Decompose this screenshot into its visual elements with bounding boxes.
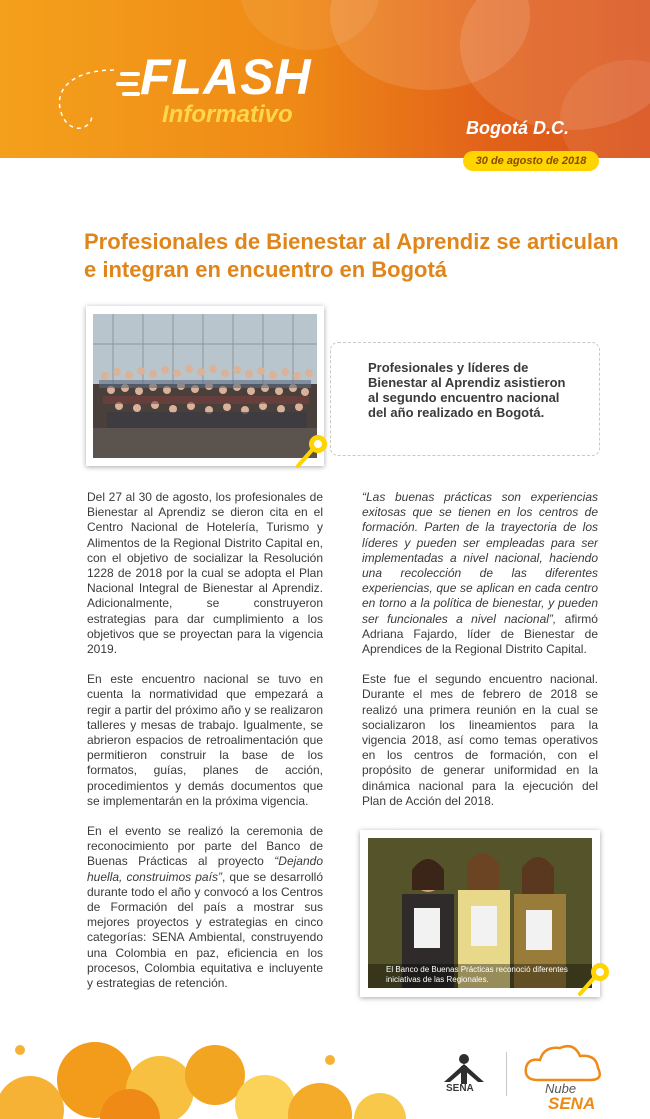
award-photo <box>368 838 592 988</box>
award-text-end: , que se desarrolló durante todo el año y convocó a los Centros de Formación del país a mostrar sus mejores proyectos y estrategias en cinco categorías: SENA Ambiental, construyendo una Colombia en paz, eficiencia en los procesos, Colombia equitativa e incluyente y estrategias de retención. <box>87 869 323 991</box>
award-photo-frame <box>360 830 600 997</box>
right-column <box>362 490 598 824</box>
date-badge: 30 de agosto de 2018 <box>463 151 599 171</box>
quote-text: “Las buenas prácticas son experiencias exitosas que se tienen en los centros de formación. Parten de la trayectoria de los líderes y pueden ser empleadas para ser implementadas a nivel nacional, haciendo una recolección de las diferentes experiencias, que se aplican en cada centro en torno a la política de bienestar, y pueden ser funcionales a nivel nacional”, <box>362 490 598 626</box>
group-photo-frame <box>86 306 324 466</box>
left-column <box>87 490 323 1006</box>
group-photo <box>93 314 317 458</box>
nube-label: Nube <box>545 1081 577 1096</box>
award-project-name: “Dejando huella, construimos país” <box>87 854 323 884</box>
paragraph: Este fue el segundo encuentro nacional. Durante el mes de febrero de 2018 se realizó una primera reunión en la cual se socializaron los lineamientos para la vigencia 2018, así como temas operativos en los centros de formación, con el propósito de generar uniformidad en la dinámica nacional para la ejecución del Plan de Acción del 2018. <box>362 672 598 808</box>
sena-logo-text: SENA <box>446 1083 474 1094</box>
header-banner <box>0 0 650 158</box>
photo-caption: Profesionales y líderes de Bienestar al Aprendiz asistieron al segundo encuentro nacional del año realizado en Bogotá. <box>368 360 566 420</box>
quote-attribution: afirmó Adriana Fajardo, líder de Bienestar de Aprendices de la Regional Distrito Capital. <box>362 611 598 657</box>
sena-logo-icon <box>440 1052 488 1102</box>
award-text-start: En el evento se realizó la ceremonia de reconocimiento por parte del Banco de Buenas Prácticas al proyecto <box>87 824 323 869</box>
flash-title: FLASH <box>140 49 312 105</box>
flight-path-icon <box>52 60 152 140</box>
article-headline: Profesionales de Bienestar al Aprendiz se articulan e integran en encuentro en Bogotá <box>84 229 619 282</box>
paragraph: Del 27 al 30 de agosto, los profesionales de Bienestar al Aprendiz se dieron cita en el Centro Nacional de Hotelería, Turismo y Alimentos de la Regional Distrito Capital en, con el objetivo de socializar la Resolución 1228 de 2018 por la cual se adopta el Plan Nacional Integral de Bienestar al Aprendiz. Adicionalmente, se construyeron estrategias para dar cumplimiento a los objetivos que se proyectan para la vigencia 2019. <box>87 490 323 657</box>
pushpin-decor-icon <box>292 432 332 472</box>
footer-clouds-decor <box>0 1020 420 1119</box>
paragraph: En este encuentro nacional se tuvo en cuenta la normatividad que empezará a regir a partir del próximo año y se realizaron talleres y mesas de trabajo. Igualmente, se abrieron espacios de retroalimentación que permitieron construir la base de los formatos, guías, planes de acción, procedimientos y demás documentos que se implementarán en la próxima vigencia. <box>87 672 323 808</box>
award-photo-caption: El Banco de Buenas Prácticas reconoció diferentes iniciativas de las Regionales. <box>386 965 568 984</box>
flash-subtitle: Informativo <box>162 101 293 128</box>
pushpin-decor-icon <box>574 960 614 1000</box>
paragraph-award <box>87 824 323 991</box>
footer-divider <box>506 1052 507 1096</box>
group-photo-illustration <box>93 314 317 458</box>
nube-sena-label: SENA <box>548 1094 596 1113</box>
quote-paragraph <box>362 490 598 657</box>
city-label: Bogotá D.C. <box>466 118 569 138</box>
